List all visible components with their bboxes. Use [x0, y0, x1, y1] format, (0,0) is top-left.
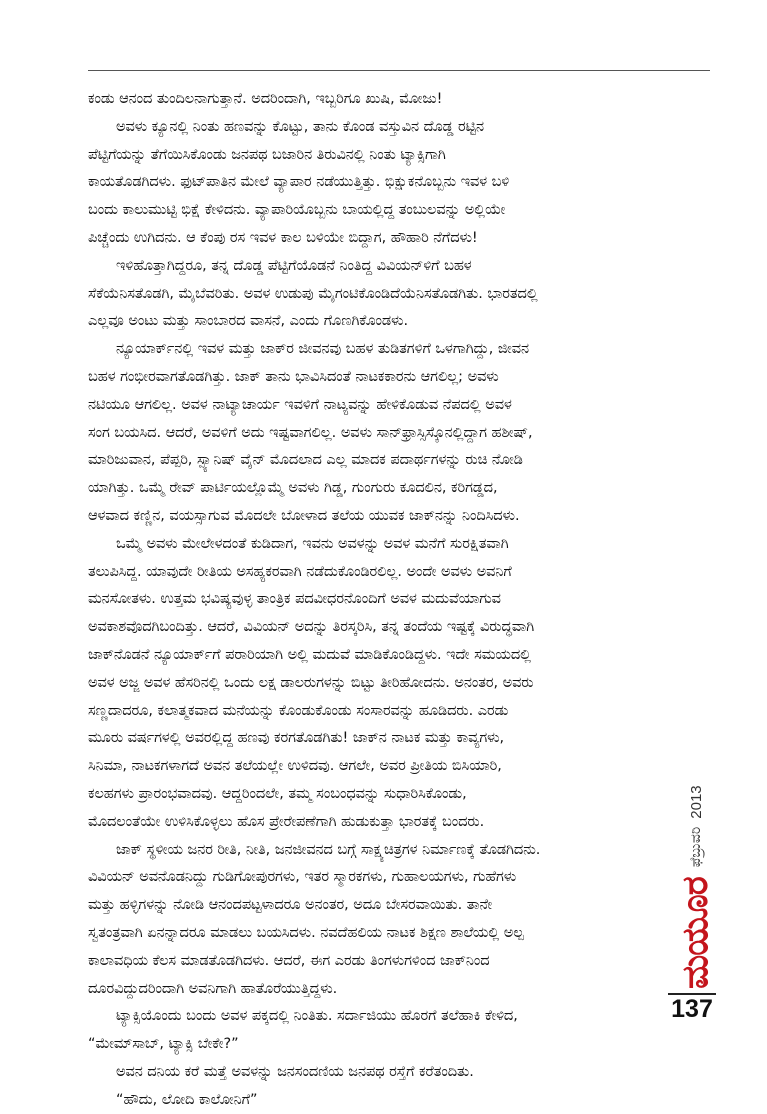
text-line: ಮಾರಿಜುವಾನ, ಪೆಪ್ಪರಿ, ಸ್ಪ್ಯಾನಿಷ್ ವೈನ್ ಮೊದಲಾದ ಎಲ್ಲ ಮಾದಕ ಪದಾರ್ಥಗಳನ್ನು ರುಚಿ ನೋಡಿ: [88, 452, 523, 469]
text-line: ಕಲಹಗಳು ಪ್ರಾರಂಭವಾದವು. ಆದ್ದರಿಂದಲೇ, ತಮ್ಮ ಸಂಬಂಧವನ್ನು ಸುಧಾರಿಸಿಕೊಂಡು,: [88, 785, 467, 802]
text-line: ತಲುಪಿಸಿದ್ದ. ಯಾವುದೇ ರೀತಿಯ ಅಸಹ್ಯಕರವಾಗಿ ನಡೆದುಕೊಂಡಿರಲಿಲ್ಲ. ಅಂದೇ ಅವಳು ಅವನಿಗೆ: [88, 563, 512, 580]
text-line: ಕಂಡು ಆನಂದ ತುಂದಿಲನಾಗುತ್ತಾನೆ. ಅದರಿಂದಾಗಿ, ಇಬ್ಬರಿಗೂ ಖುಷಿ, ಮೋಜು!: [88, 91, 443, 107]
text-line: ಒಮ್ಮೆ ಅವಳು ಮೇಲೇಳದಂತೆ ಕುಡಿದಾಗ, ಇವನು ಅವಳನ್ನು ಅವಳ ಮನೆಗೆ ಸುರಕ್ಷಿತವಾಗಿ: [116, 535, 509, 552]
text-line: ಮತ್ತು ಹಳ್ಳಿಗಳನ್ನು ನೋಡಿ ಆನಂದಪಟ್ಟಳಾದರೂ ಅನಂತರ, ಅದೂ ಬೇಸರವಾಯಿತು. ತಾನೇ: [88, 897, 493, 914]
text-line: ಅವಕಾಶವೊದಗಿಬಂದಿತ್ತು. ಆದರೆ, ವಿವಿಯನ್ ಅದನ್ನು ತಿರಸ್ಕರಿಸಿ, ತನ್ನ ತಂದೆಯ ಇಷ್ಟಕ್ಕೆ ವಿರುದ್ಧವಾಗಿ: [88, 619, 535, 636]
text-line: ನಟಿಯೂ ಆಗಲಿಲ್ಲ. ಅವಳ ನಾಟ್ಯಾಚಾರ್ಯ ಇವಳಿಗೆ ನಾಟ್ಯವನ್ನು ಹೇಳಿಕೊಡುವ ನೆಪದಲ್ಲಿ ಅವಳ: [88, 396, 512, 413]
text-line: ಜಾಕ್‌ನೊಡನೆ ನ್ಯೂಯಾರ್ಕ್‌ಗೆ ಪರಾರಿಯಾಗಿ ಅಲ್ಲಿ ಮದುವೆ ಮಾಡಿಕೊಂಡಿದ್ದಳು. ಇದೇ ಸಮಯದಲ್ಲಿ: [88, 646, 532, 663]
magazine-name: ಮಯೂರ: [675, 877, 716, 989]
issue-month: ಫೆಬ್ರುವರಿ: [688, 826, 704, 868]
sidebar-label: [674, 745, 718, 993]
text-line: ಸೆಕೆಯೆನಿಸತೊಡಗಿ, ಮೈಬೆವರಿತು. ಅವಳ ಉಡುಪು ಮೈಗಂಟಿಕೊಂಡಿದೆಯೆನಿಸತೊಡಗಿತು. ಭಾರತದಲ್ಲಿ: [88, 285, 538, 302]
issue-year: 2013: [687, 785, 705, 819]
text-line: ಜಾಕ್ ಸ್ಥಳೀಯ ಜನರ ರೀತಿ, ನೀತಿ, ಜನಜೀವನದ ಬಗ್ಗೆ ಸಾಕ್ಷ್ಯಚಿತ್ರಗಳ ನಿರ್ಮಾಣಕ್ಕೆ ತೊಡಗಿದನು.: [116, 841, 541, 858]
text-line: ಆಳವಾದ ಕಣ್ಣಿನ, ವಯಸ್ಸಾಗುವ ಮೊದಲೇ ಬೋಳಾದ ತಲೆಯ ಯುವಕ ಜಾಕ್‌ನನ್ನು ನಿಂದಿಸಿದಳು.: [88, 507, 520, 524]
text-line: ವಿವಿಯನ್ ಅವನೊಡನಿದ್ದು ಗುಡಿಗೋಪುರಗಳು, ಇತರ ಸ್ಮಾರಕಗಳು, ಗುಹಾಲಯಗಳು, ಗುಹೆಗಳು: [88, 869, 517, 886]
text-line: ಅವಳ ಅಜ್ಜ ಅವಳ ಹೆಸರಿನಲ್ಲಿ ಒಂದು ಲಕ್ಷ ಡಾಲರುಗಳನ್ನು ಬಿಟ್ಟು ತೀರಿಹೋದನು. ಅನಂತರ, ಅವರು: [88, 674, 534, 691]
text-line: ಕಾಯತೊಡಗಿದಳು. ಫುಟ್‌ಪಾತಿನ ಮೇಲೆ ವ್ಯಾಪಾರ ನಡೆಯುತ್ತಿತ್ತು. ಭಿಕ್ಷುಕನೊಬ್ಬನು ಇವಳ ಬಳಿ: [88, 174, 510, 191]
text-line: ನ್ಯೂಯಾರ್ಕ್‌ನಲ್ಲಿ ಇವಳ ಮತ್ತು ಜಾಕ್‌ರ ಜೀವನವು ಬಹಳ ತುಡಿತಗಳಿಗೆ ಒಳಗಾಗಿದ್ದು, ಜೀವನ: [116, 341, 529, 358]
header-rule: [88, 70, 710, 71]
text-line: ಮೂರು ವರ್ಷಗಳಲ್ಲಿ ಅವರಲ್ಲಿದ್ದ ಹಣವು ಕರಗತೊಡಗಿತು! ಜಾಕ್‌ನ ನಾಟಕ ಮತ್ತು ಕಾವ್ಯಗಳು,: [88, 730, 505, 747]
text-line: “ಹೌದು, ಲೋದಿ ಕಾಲೋನಿಗೆ”: [116, 1091, 258, 1108]
text-line: ಪಿಚ್ಚೆಂದು ಉಗಿದನು. ಆ ಕೆಂಪು ರಸ ಇವಳ ಕಾಲ ಬಳಿಯೇ ಬಿದ್ದಾಗ, ಹೌಹಾರಿ ನೆಗೆದಳು!: [88, 229, 478, 246]
text-line: ಕಾಲಾವಧಿಯ ಕೆಲಸ ಮಾಡತೊಡಗಿದಳು. ಆದರೆ, ಈಗ ಎರಡು ತಿಂಗಳುಗಳಿಂದ ಜಾಕ್‌ನಿಂದ: [88, 952, 490, 969]
text-line: ಮೊದಲಂತೆಯೇ ಉಳಿಸಿಕೊಳ್ಳಲು ಹೊಸ ಪ್ರೇರೇಪಣೆಗಾಗಿ ಹುಡುಕುತ್ತಾ ಭಾರತಕ್ಕೆ ಬಂದರು.: [88, 813, 485, 830]
text-line: ಬಂದು ಕಾಲುಮುಟ್ಟಿ ಭಿಕ್ಷೆ ಕೇಳಿದನು. ವ್ಯಾಪಾರಿಯೊಬ್ಬನು ಬಾಯಲ್ಲಿದ್ದ ತಂಬುಲವನ್ನು ಅಲ್ಲಿಯೇ: [88, 202, 506, 219]
text-line: ಅವನ ದನಿಯ ಕರೆ ಮತ್ತೆ ಅವಳನ್ನು ಜನಸಂದಣಿಯ ಜನಪಥ ರಸ್ತೆಗೆ ಕರೆತಂದಿತು.: [116, 1063, 474, 1080]
page-number: 137: [671, 995, 713, 1023]
text-line: ಇಳಿಹೊತ್ತಾಗಿದ್ದರೂ, ತನ್ನ ದೊಡ್ಡ ಪೆಟ್ಟಿಗೆಯೊಡನೆ ನಿಂತಿದ್ದ ವಿವಿಯನ್‌ಳಿಗೆ ಬಹಳ: [116, 257, 472, 274]
text-line: ದೂರವಿದ್ದುದರಿಂದಾಗಿ ಅವನಿಗಾಗಿ ಹಾತೊರೆಯುತ್ತಿದ್ದಳು.: [88, 980, 338, 997]
text-line: ಎಲ್ಲವೂ ಅಂಟು ಮತ್ತು ಸಾಂಬಾರದ ವಾಸನೆ, ಎಂದು ಗೊಣಗಿಕೊಂಡಳು.: [88, 313, 409, 330]
text-line: ಯಾಗಿತ್ತು. ಒಮ್ಮೆ ರೇವ್ ಪಾರ್ಟಿಯಲ್ಲೊಮ್ಮೆ ಅವಳು ಗಿಡ್ಡ, ಗುಂಗುರು ಕೂದಲಿನ, ಕರಿಗಡ್ಡದ,: [88, 480, 498, 497]
text-line: ಟ್ಯಾಕ್ಸಿಯೊಂದು ಬಂದು ಅವಳ ಪಕ್ಕದಲ್ಲಿ ನಿಂತಿತು. ಸರ್ದಾಜಿಯು ಹೊರಗೆ ತಲೆಹಾಕಿ ಕೇಳಿದ,: [116, 1008, 518, 1025]
magazine-sidebar: [674, 745, 718, 993]
text-line: ಬಹಳ ಗಂಭೀರವಾಗತೊಡಗಿತ್ತು. ಜಾಕ್ ತಾನು ಭಾವಿಸಿದಂತೆ ನಾಟಕಕಾರನು ಆಗಲಿಲ್ಲ; ಅವಳು: [88, 368, 499, 385]
text-line: ಮನಸೋತಳು. ಉತ್ತಮ ಭವಿಷ್ಯವುಳ್ಳ ತಾಂತ್ರಿಕ ಪದವೀಧರನೊಂದಿಗೆ ಅವಳ ಮದುವೆಯಾಗುವ: [88, 591, 501, 608]
text-line: “ಮೇಮ್‌ಸಾಬ್, ಟ್ಯಾಕ್ಸಿ ಬೇಕೇ?”: [88, 1036, 239, 1053]
text-line: ಸಣ್ಣದಾದರೂ, ಕಲಾತ್ಮಕವಾದ ಮನೆಯನ್ನು ಕೊಂಡುಕೊಂಡು ಸಂಸಾರವನ್ನು ಹೂಡಿದರು. ಎರಡು: [88, 702, 509, 719]
text-line: ಸ್ವತಂತ್ರವಾಗಿ ಏನನ್ನಾದರೂ ಮಾಡಲು ಬಯಸಿದಳು. ನವದೆಹಲಿಯ ನಾಟಕ ಶಿಕ್ಷಣ ಶಾಲೆಯಲ್ಲಿ ಅಲ್ಪ: [88, 924, 524, 941]
text-line: ಅವಳು ಕ್ಯೂನಲ್ಲಿ ನಿಂತು ಹಣವನ್ನು ಕೊಟ್ಟು, ತಾನು ಕೊಂಡ ವಸ್ತುವಿನ ದೊಡ್ಡ ರಟ್ಟಿನ: [116, 118, 485, 135]
text-line: ಸಿನಿಮಾ, ನಾಟಕಗಳಾಗದೆ ಅವನ ತಲೆಯಲ್ಲೇ ಉಳಿದವು. ಆಗಲೇ, ಅವರ ಪ್ರೀತಿಯ ಬಿಸಿಯಾರಿ,: [88, 758, 502, 775]
text-line: ಪೆಟ್ಟಿಗೆಯನ್ನು ತೆಗೆಯಿಸಿಕೊಂಡು ಜನಪಥ ಬಜಾರಿನ ತಿರುವಿನಲ್ಲಿ ನಿಂತು ಟ್ಯಾಕ್ಸಿಗಾಗಿ: [88, 146, 446, 163]
text-line: ಸಂಗ ಬಯಸಿದ. ಆದರೆ, ಅವಳಿಗೆ ಅದು ಇಷ್ಟವಾಗಲಿಲ್ಲ. ಅವಳು ಸಾನ್‌ಫ್ರಾಸ್ಸಿಸ್ಕೊನಲ್ಲಿದ್ದಾಗ ಹಶೀಷ್,: [88, 424, 533, 441]
body-text: [88, 86, 706, 1114]
